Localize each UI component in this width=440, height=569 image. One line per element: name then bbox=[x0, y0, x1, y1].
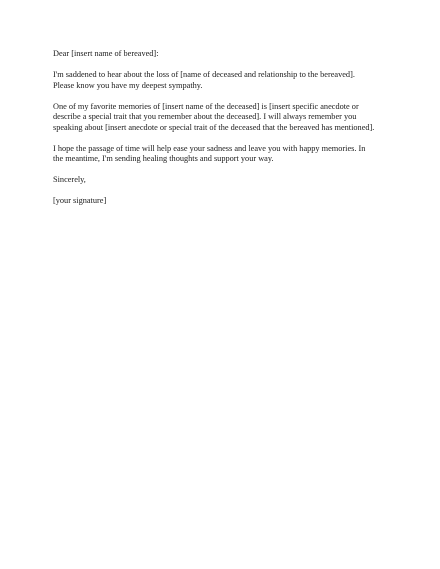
salutation-line: Dear [insert name of bereaved]: bbox=[53, 49, 159, 58]
closing-line: Sincerely, bbox=[53, 175, 86, 185]
signature-line: [your signature] bbox=[53, 196, 107, 206]
paragraph-line: the meantime, I'm sending healing thoughts and support your way. bbox=[53, 154, 274, 164]
paragraph-line: I'm saddened to hear about the loss of [name of deceased and relationship to the bereaved]. bbox=[53, 69, 355, 79]
paragraph-line: One of my favorite memories of [insert name of the deceased] is [insert specific anecdote or bbox=[53, 101, 359, 111]
paragraph-memories bbox=[53, 102, 388, 134]
paragraph-line: I hope the passage of time will help ease your sadness and leave you with happy memories. In bbox=[53, 143, 366, 153]
paragraph-line: describe a special trait that you remember about the deceased]. I will always remember you bbox=[53, 112, 357, 122]
paragraph-condolence bbox=[53, 70, 388, 91]
paragraph-line: speaking about [insert anecdote or special trait of the deceased that the bereaved has mentioned]. bbox=[53, 122, 375, 132]
closing bbox=[53, 175, 388, 186]
salutation bbox=[53, 49, 388, 60]
letter-body bbox=[53, 49, 388, 217]
paragraph-line: Please know you have my deepest sympathy. bbox=[53, 80, 203, 90]
paragraph-support bbox=[53, 144, 388, 165]
signature bbox=[53, 196, 388, 207]
